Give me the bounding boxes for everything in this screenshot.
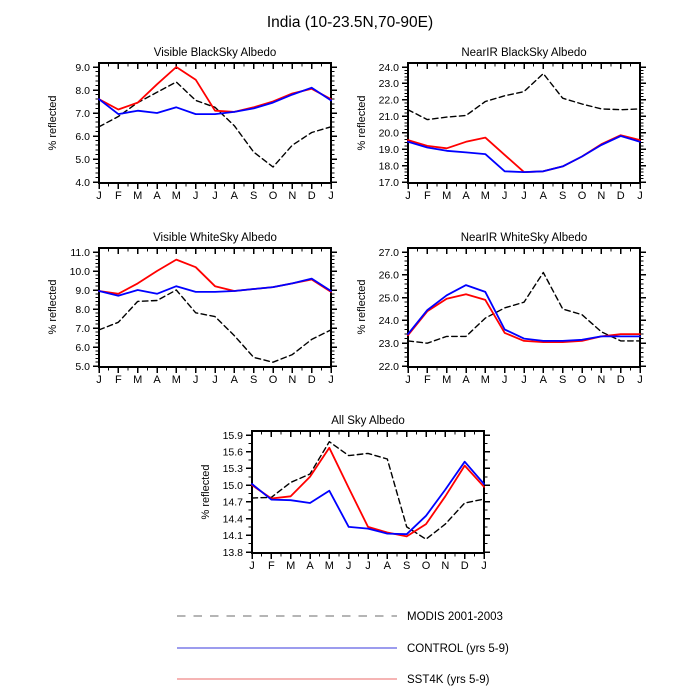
y-tick-label: 9.0 [75, 284, 90, 297]
month-label: J [501, 190, 508, 202]
month-label: F [423, 190, 431, 202]
axis-box [408, 248, 640, 367]
month-label: M [324, 560, 334, 572]
month-label: J [212, 190, 218, 202]
month-label: N [288, 374, 297, 386]
month-label: D [616, 190, 625, 202]
y-tick-label: 7.0 [75, 107, 90, 120]
y-tick-label: 15.3 [222, 463, 243, 476]
series-line-modis [408, 273, 640, 344]
legend [177, 611, 509, 686]
month-label: J [637, 190, 643, 202]
major-ticks [402, 63, 646, 189]
major-ticks [402, 248, 646, 373]
y-tick-label: 22.0 [378, 360, 399, 373]
month-label: A [462, 190, 470, 202]
y-tick-label: 7.0 [75, 322, 90, 335]
y-axis-label-5: % reflected [200, 464, 212, 520]
y-tick-label: 11.0 [70, 246, 90, 259]
month-label: O [421, 560, 431, 572]
y-tick-label: 27.0 [378, 246, 399, 259]
y-tick-label: 23.0 [378, 338, 399, 350]
month-label: J [481, 560, 487, 572]
minor-ticks [405, 63, 644, 187]
axis-box [408, 63, 640, 183]
month-label: J [521, 190, 527, 202]
month-label: J [96, 374, 102, 386]
series-line-sst4k [99, 260, 331, 294]
month-label: A [153, 374, 161, 386]
y-tick-label: 10.0 [69, 265, 90, 278]
chart-visible-whitesky-albedo [70, 247, 337, 386]
legend-label-control: CONTROL (yrs 5-9) [407, 643, 509, 655]
y-axis-label-2: % reflected [356, 95, 368, 151]
series-line-control [99, 279, 331, 296]
y-tick-label: 9.0 [75, 61, 90, 74]
month-label: M [171, 374, 181, 386]
series-line-modis [99, 82, 331, 167]
chart-nearir-whitesky-albedo [379, 247, 646, 386]
chart-nearir-blacksky-albedo [379, 62, 646, 202]
y-tick-label: 13.8 [222, 546, 243, 559]
month-label: S [558, 374, 567, 386]
y-tick-label: 6.0 [75, 341, 90, 354]
y-tick-label: 24.0 [378, 315, 399, 328]
month-label: S [402, 560, 411, 572]
month-label: M [171, 190, 181, 202]
chart-title-visible-blacksky-albedo: Visible BlackSky Albedo [153, 47, 277, 59]
month-label: J [96, 190, 102, 202]
y-tick-label: 5.0 [75, 360, 90, 373]
month-label: A [539, 190, 548, 202]
month-label: J [249, 560, 255, 572]
figure-title: India (10-23.5N,70-90E) [266, 14, 434, 31]
y-tick-label: 5.0 [75, 153, 90, 166]
series-line-control [252, 462, 484, 535]
legend-label-sst4k: SST4K (yrs 5-9) [407, 674, 490, 686]
y-tick-label: 4.0 [75, 176, 90, 189]
y-tick-label: 21.0 [378, 111, 399, 124]
month-label: D [307, 374, 316, 386]
month-label: J [192, 190, 199, 202]
y-tick-label: 14.1 [222, 530, 243, 543]
chart-title-visible-whitesky-albedo: Visible WhiteSky Albedo [153, 232, 277, 244]
month-label: S [249, 190, 258, 202]
month-label: A [539, 374, 548, 386]
month-label: A [306, 560, 314, 572]
month-label: A [383, 560, 392, 572]
y-tick-label: 8.0 [75, 303, 90, 316]
y-tick-label: 15.0 [222, 479, 243, 492]
y-tick-label: 22.0 [378, 94, 399, 107]
month-label: M [133, 374, 143, 386]
y-axis-label-1: % reflected [47, 95, 59, 151]
month-label: O [577, 190, 587, 202]
y-tick-label: 19.0 [378, 143, 399, 156]
chart-visible-blacksky-albedo [75, 62, 337, 202]
month-label: S [558, 190, 567, 202]
major-ticks [246, 431, 490, 559]
month-label: N [288, 190, 297, 202]
month-label: M [286, 560, 296, 572]
month-label: N [597, 374, 606, 386]
y-tick-label: 15.9 [222, 429, 243, 442]
month-label: A [462, 374, 470, 386]
month-label: F [114, 374, 122, 386]
month-label: F [114, 190, 122, 202]
axis-box [99, 63, 331, 183]
month-label: J [405, 190, 411, 202]
month-label: J [345, 560, 352, 572]
month-label: J [637, 374, 643, 386]
month-label: A [230, 374, 239, 386]
month-label: D [460, 560, 469, 572]
axis-box [99, 248, 331, 367]
series-line-modis [408, 74, 640, 120]
y-tick-label: 8.0 [75, 84, 90, 97]
y-tick-label: 14.4 [222, 513, 243, 526]
y-tick-label: 23.0 [378, 78, 399, 91]
series-line-modis [99, 290, 331, 362]
month-label: J [405, 374, 411, 386]
month-label: F [423, 374, 431, 386]
chart-all-sky-albedo [223, 430, 490, 572]
month-label: M [133, 190, 143, 202]
month-label: J [192, 374, 199, 386]
y-tick-label: 17.0 [378, 176, 399, 189]
month-label: A [153, 190, 161, 202]
month-label: J [521, 374, 527, 386]
y-tick-label: 15.6 [222, 446, 243, 459]
month-label: M [442, 374, 452, 386]
axis-box [252, 431, 484, 553]
series-line-sst4k [252, 448, 484, 537]
minor-ticks [96, 63, 335, 187]
month-label: N [441, 560, 450, 572]
y-tick-label: 26.0 [378, 269, 399, 282]
month-label: M [480, 190, 490, 202]
legend-label-modis: MODIS 2001-2003 [407, 611, 503, 623]
chart-title-nearir-whitesky-albedo: NearIR WhiteSky Albedo [460, 232, 588, 244]
month-label: S [249, 374, 258, 386]
y-axis-label-4: % reflected [356, 279, 368, 335]
chart-title-nearir-blacksky-albedo: NearIR BlackSky Albedo [461, 47, 587, 59]
month-label: J [328, 374, 334, 386]
month-label: J [501, 374, 508, 386]
month-label: J [328, 190, 334, 202]
chart-title-all-sky-albedo: All Sky Albedo [331, 415, 405, 427]
month-label: J [365, 560, 371, 572]
month-label: O [268, 190, 278, 202]
minor-ticks [249, 431, 488, 557]
month-label: D [307, 190, 316, 202]
y-axis-label-3: % reflected [47, 279, 59, 335]
y-tick-label: 25.0 [378, 292, 399, 305]
y-tick-label: 20.0 [378, 127, 399, 140]
y-tick-label: 14.7 [222, 496, 243, 509]
month-label: M [442, 190, 452, 202]
y-tick-label: 6.0 [75, 130, 90, 143]
month-label: M [480, 374, 490, 386]
minor-ticks [405, 248, 644, 371]
series-line-sst4k [408, 135, 640, 172]
month-label: D [616, 374, 625, 386]
series-line-control [408, 285, 640, 341]
month-label: N [597, 190, 606, 202]
month-label: O [268, 374, 278, 386]
month-label: J [212, 374, 218, 386]
y-tick-label: 18.0 [378, 160, 399, 173]
month-label: A [230, 190, 239, 202]
month-label: O [577, 374, 587, 386]
y-tick-label: 24.0 [378, 61, 399, 74]
month-label: F [267, 560, 275, 572]
major-ticks [93, 63, 337, 189]
